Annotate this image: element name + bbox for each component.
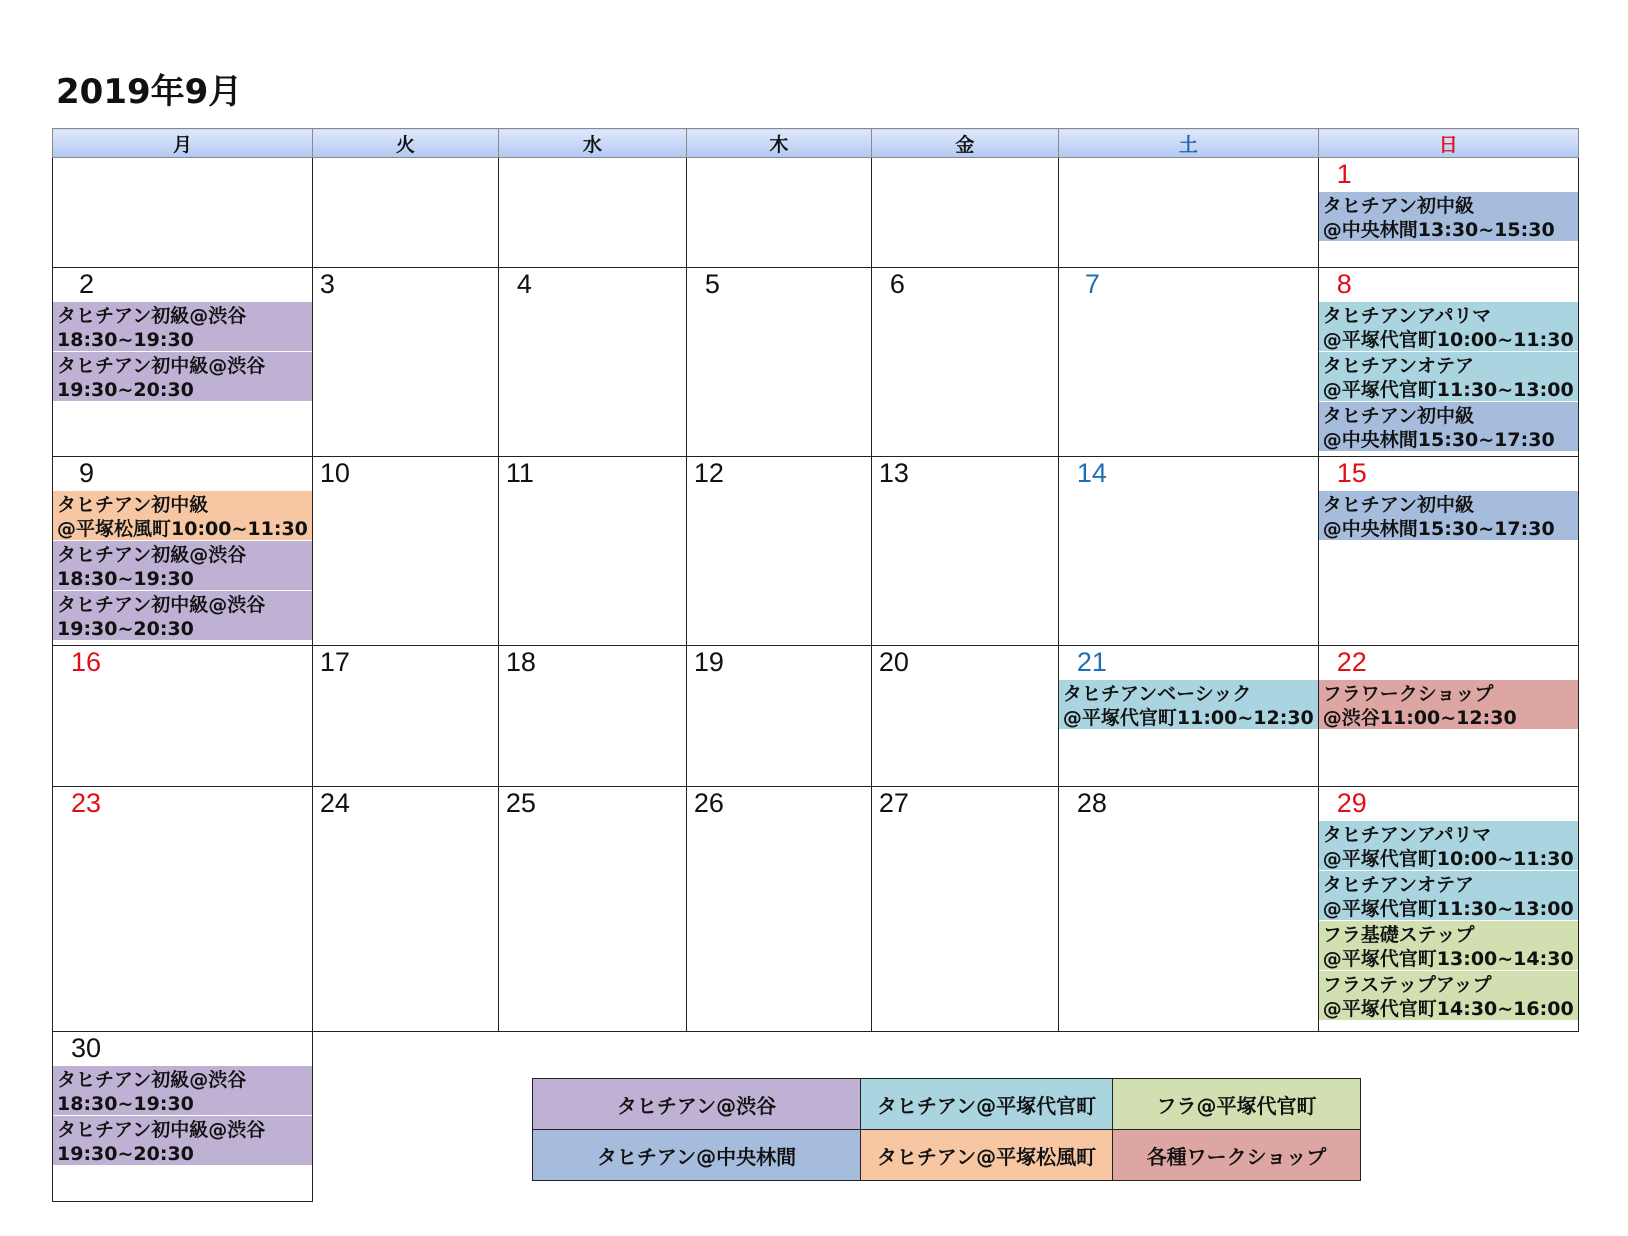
day-number: 6 (889, 269, 905, 299)
event-detail: 19:30~20:30 (57, 618, 194, 640)
event-title: タヒチアンアパリマ (1322, 824, 1492, 846)
day-cell-2[interactable] (53, 268, 313, 457)
event-block[interactable] (53, 1116, 312, 1166)
day-number: 26 (693, 788, 724, 818)
empty-day-cell (312, 158, 498, 268)
event-title: タヒチアン初中級@渋谷 (57, 1119, 266, 1141)
week-row (53, 787, 1579, 1032)
event-block[interactable] (53, 491, 312, 541)
event-detail: @平塚代官町13:00~14:30 (1322, 948, 1574, 970)
event-block[interactable] (53, 352, 312, 402)
day-cell-20[interactable] (871, 646, 1058, 787)
event-block[interactable] (1319, 971, 1578, 1021)
day-cell-8[interactable] (1318, 268, 1578, 457)
event-title: タヒチアン初中級@渋谷 (57, 594, 266, 616)
day-number: 5 (704, 269, 720, 299)
event-detail: 18:30~19:30 (57, 1093, 194, 1115)
day-cell-3[interactable] (312, 268, 498, 457)
event-title: フラステップアップ (1322, 974, 1492, 996)
day-cell-10[interactable] (312, 457, 498, 646)
weekday-wed: 水 (498, 129, 686, 158)
event-title: タヒチアンアパリマ (1322, 305, 1492, 327)
event-title: タヒチアン初級@渋谷 (57, 544, 247, 566)
event-detail: @中央林間15:30~17:30 (1322, 518, 1555, 540)
day-number: 15 (1336, 458, 1367, 488)
weekday-thu: 木 (686, 129, 871, 158)
weekday-tue: 火 (312, 129, 498, 158)
legend-hiratsuka-shofucho: タヒチアン@平塚松風町 (861, 1130, 1113, 1181)
event-block[interactable] (1319, 192, 1578, 242)
day-cell-21[interactable] (1058, 646, 1318, 787)
day-number: 12 (693, 458, 724, 488)
day-cell-24[interactable] (312, 787, 498, 1032)
day-number: 22 (1336, 647, 1367, 677)
empty-day-cell (1058, 158, 1318, 268)
day-cell-15[interactable] (1318, 457, 1578, 646)
day-cell-11[interactable] (498, 457, 686, 646)
day-number: 29 (1336, 788, 1367, 818)
day-cell-9[interactable] (53, 457, 313, 646)
event-detail: @中央林間13:30~15:30 (1322, 219, 1555, 241)
event-title: タヒチアン初級@渋谷 (57, 1069, 247, 1091)
day-number: 18 (505, 647, 536, 677)
event-title: タヒチアンベーシック (1062, 683, 1252, 705)
event-block[interactable] (1319, 921, 1578, 971)
page-title: 2019年9月 (56, 72, 243, 112)
weekday-header (53, 129, 1579, 158)
day-number: 10 (319, 458, 350, 488)
day-number: 19 (693, 647, 724, 677)
event-detail: @平塚代官町11:30~13:00 (1322, 898, 1574, 920)
event-block[interactable] (53, 541, 312, 591)
day-cell-12[interactable] (686, 457, 871, 646)
event-block[interactable] (1319, 871, 1578, 921)
event-detail: @平塚代官町11:00~12:30 (1062, 707, 1314, 729)
day-cell-26[interactable] (686, 787, 871, 1032)
day-number: 28 (1076, 788, 1107, 818)
day-number: 17 (319, 647, 350, 677)
day-number: 16 (71, 647, 102, 677)
day-cell-19[interactable] (686, 646, 871, 787)
event-detail: @平塚代官町10:00~11:30 (1322, 329, 1574, 351)
event-title: タヒチアンオテア (1322, 355, 1475, 377)
event-detail: @平塚代官町11:30~13:00 (1322, 379, 1574, 401)
day-cell-4[interactable] (498, 268, 686, 457)
day-number: 30 (71, 1033, 102, 1063)
day-number: 2 (79, 269, 95, 299)
day-number: 7 (1084, 269, 1100, 299)
day-cell-29[interactable] (1318, 787, 1578, 1032)
day-number: 3 (319, 269, 335, 299)
day-cell-14[interactable] (1058, 457, 1318, 646)
day-cell-13[interactable] (871, 457, 1058, 646)
event-block[interactable] (1319, 302, 1578, 352)
day-number: 1 (1336, 159, 1352, 189)
event-block[interactable] (1319, 821, 1578, 871)
day-number: 24 (319, 788, 350, 818)
day-cell-6[interactable] (871, 268, 1058, 457)
day-number: 13 (878, 458, 909, 488)
day-cell-1[interactable] (1318, 158, 1578, 268)
empty-day-cell (871, 158, 1058, 268)
day-cell-16[interactable] (53, 646, 313, 787)
event-detail: @平塚代官町10:00~11:30 (1322, 848, 1574, 870)
day-number: 25 (505, 788, 536, 818)
event-detail: 18:30~19:30 (57, 568, 194, 590)
week-row (53, 158, 1579, 268)
event-block[interactable] (53, 302, 312, 352)
week-row (53, 646, 1579, 787)
weekday-fri: 金 (871, 129, 1058, 158)
day-cell-5[interactable] (686, 268, 871, 457)
day-number: 4 (516, 269, 532, 299)
event-title: フラワークショップ (1322, 683, 1494, 705)
event-block[interactable] (1319, 402, 1578, 452)
event-title: タヒチアン初級@渋谷 (57, 305, 247, 327)
day-cell-17[interactable] (312, 646, 498, 787)
day-cell-28[interactable] (1058, 787, 1318, 1032)
legend-hiratsuka-daikancho: タヒチアン@平塚代官町 (861, 1079, 1113, 1130)
event-detail: 18:30~19:30 (57, 329, 194, 351)
legend-chuo-rinkan: タヒチアン@中央林間 (533, 1130, 861, 1181)
event-block[interactable] (1319, 680, 1578, 730)
day-number: 23 (71, 788, 102, 818)
day-cell-22[interactable] (1318, 646, 1578, 787)
day-cell-23[interactable] (53, 787, 313, 1032)
week-row (53, 457, 1579, 646)
day-cell-27[interactable] (871, 787, 1058, 1032)
event-title: タヒチアン初中級 (1322, 405, 1475, 427)
weekday-mon: 月 (53, 129, 313, 158)
day-number: 21 (1076, 647, 1107, 677)
empty-day-cell (686, 158, 871, 268)
day-cell-25[interactable] (498, 787, 686, 1032)
event-title: タヒチアンオテア (1322, 874, 1475, 896)
event-detail: @中央林間15:30~17:30 (1322, 429, 1555, 451)
legend-hula-hiratsuka-daikancho: フラ@平塚代官町 (1113, 1079, 1361, 1130)
event-detail: @平塚代官町14:30~16:00 (1322, 998, 1574, 1020)
weekday-sun: 日 (1318, 129, 1578, 158)
event-title: タヒチアン初中級 (57, 494, 209, 516)
event-detail: @渋谷11:00~12:30 (1322, 707, 1517, 729)
day-number: 27 (878, 788, 909, 818)
event-block[interactable] (53, 591, 312, 641)
day-cell-7[interactable] (1058, 268, 1318, 457)
event-block[interactable] (1319, 352, 1578, 402)
day-number: 9 (79, 458, 95, 488)
empty-day-cell (498, 158, 686, 268)
day-number: 14 (1076, 458, 1107, 488)
event-block[interactable] (1319, 491, 1578, 541)
event-detail: 19:30~20:30 (57, 1143, 194, 1165)
day-cell-18[interactable] (498, 646, 686, 787)
legend-workshop: 各種ワークショップ (1113, 1130, 1361, 1181)
day-cell-30[interactable] (53, 1032, 313, 1202)
event-detail: 19:30~20:30 (57, 379, 194, 401)
day-number: 8 (1336, 269, 1352, 299)
event-block[interactable] (53, 1066, 312, 1116)
event-detail: @平塚松風町10:00~11:30 (57, 518, 308, 540)
event-title: フラ基礎ステップ (1322, 924, 1475, 946)
day-number: 11 (505, 458, 534, 488)
legend-shibuya: タヒチアン@渋谷 (533, 1079, 861, 1130)
week-row (53, 268, 1579, 457)
event-title: タヒチアン初中級@渋谷 (57, 355, 266, 377)
day-number: 20 (878, 647, 909, 677)
empty-day-cell (53, 158, 313, 268)
calendar-grid (52, 128, 1579, 1202)
event-block[interactable] (1059, 680, 1318, 730)
event-title: タヒチアン初中級 (1322, 494, 1475, 516)
event-title: タヒチアン初中級 (1322, 195, 1475, 217)
weekday-sat: 土 (1058, 129, 1318, 158)
color-legend (532, 1078, 1361, 1181)
